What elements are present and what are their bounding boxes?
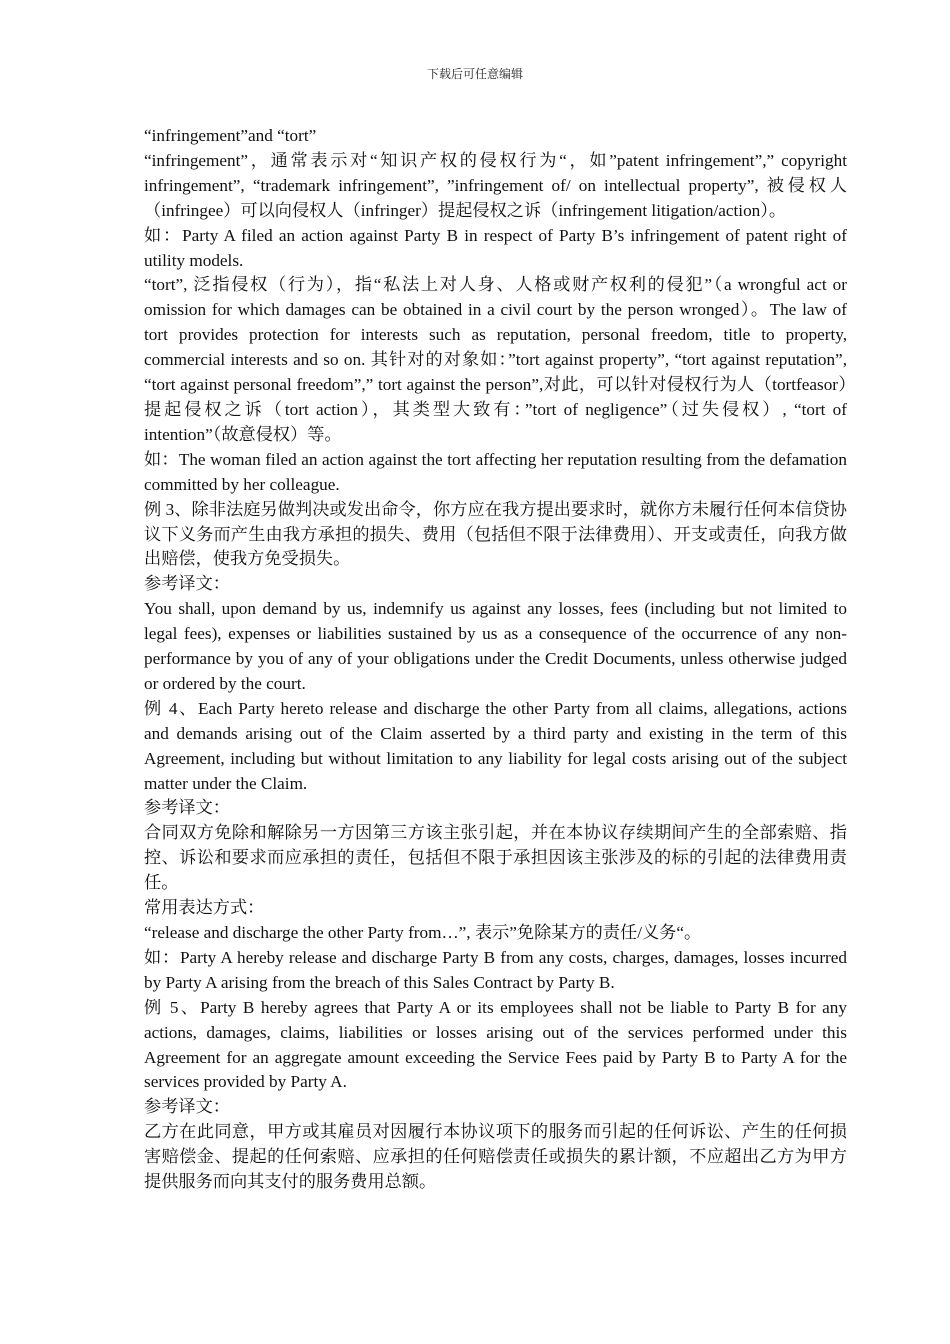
paragraph-tort-definition: “tort”, 泛指侵权（行为），指“私法上对人身、人格或财产权利的侵犯”（a wrongful act or omission for which damages can be obtained in a civil court by the person wronged）。The law of tort provides protection for interests such as reputation, personal freedom, title to property, commercial interests and so on. 其针对的对象如：”tort against property”, “tort against reputation”, “tort against personal freedom”,” tort against the person”,对此，可以针对侵权行为人（tortfeasor）提起侵权之诉（tort action），其类型大致有：”tort of negligence”（过失侵权）, “tort of intention”（故意侵权）等。	[144, 275, 847, 444]
paragraph-reference-label: 参考译文：	[144, 574, 230, 594]
paragraph-title: “infringement”and “tort”	[144, 126, 317, 145]
page-header: 下载后可任意编辑	[426, 67, 523, 81]
paragraph-example-5-translation: 乙方在此同意，甲方或其雇员对因履行本协议项下的服务而引起的任何诉讼、产生的任何损害赔偿金、提起的任何索赔、应承担的任何赔偿责任或损失的累计额，不应超出乙方为甲方提供服务而向其支付的服务费用总额。	[144, 1122, 847, 1192]
document-body	[144, 124, 847, 1195]
paragraph-example-3-translation: You shall, upon demand by us, indemnify us against any losses, fees (including but not limited to legal fees), expenses or liabilities sustained by us as a consequence of the occurrence of any non-performance by you of any of your obligations under the Credit Documents, unless otherwise judged or ordered by the court.	[144, 599, 847, 693]
paragraph-reference-label: 参考译文：	[144, 798, 230, 818]
paragraph-example-3: 例 3、除非法庭另做判决或发出命令，你方应在我方提出要求时，就你方未履行任何本信贷协议下义务而产生由我方承担的损失、费用（包括但不限于法律费用）、开支或责任，向我方做出赔偿，使我方免受损失。	[144, 499, 847, 569]
paragraph-common-expression-label: 常用表达方式：	[144, 898, 265, 918]
paragraph-example-5: 例 5、Party B hereby agrees that Party A or its employees shall not be liable to Party B for any actions, damages, claims, liabilities or losses arising out of the services performed under this Agreement for an aggregate amount exceeding the Service Fees paid by Party B to Party A for the services provided by Party A.	[144, 997, 847, 1092]
paragraph-example-4: 例 4、Each Party hereto release and discharge the other Party from all claims, allegations, actions and demands arising out of the Claim asserted by a third party and existing in the term of this Agreement, including but without limitation to any liability for legal costs arising out of the subject matter under the Claim.	[144, 698, 847, 793]
paragraph-infringement-example: 如：Party A filed an action against Party B in respect of Party B’s infringement of patent right of utility models.	[144, 225, 847, 270]
paragraph-tort-example: 如：The woman filed an action against the tort affecting her reputation resulting from the defamation committed by her colleague.	[144, 449, 847, 494]
paragraph-common-expression: “release and discharge the other Party from…”, 表示”免除某方的责任/义务“。	[144, 923, 702, 942]
paragraph-common-expression-example: 如：Party A hereby release and discharge Party B from any costs, charges, damages, losses incurred by Party A arising from the breach of this Sales Contract by Party B.	[144, 947, 847, 992]
paragraph-example-4-translation: 合同双方免除和解除另一方因第三方该主张引起，并在本协议存续期间产生的全部索赔、指控、诉讼和要求而应承担的责任，包括但不限于承担因该主张涉及的标的引起的法律费用责任。	[144, 823, 847, 893]
paragraph-reference-label: 参考译文：	[144, 1097, 230, 1117]
paragraph-infringement-definition: “infringement”，通常表示对“知识产权的侵权行为“，如”patent infringement”,” copyright infringement”, “trademark infringement”, ”infringement of/ on intellectual property”, 被侵权人（infringee）可以向侵权人（infringer）提起侵权之诉（infringement litigation/action）。	[144, 150, 847, 220]
